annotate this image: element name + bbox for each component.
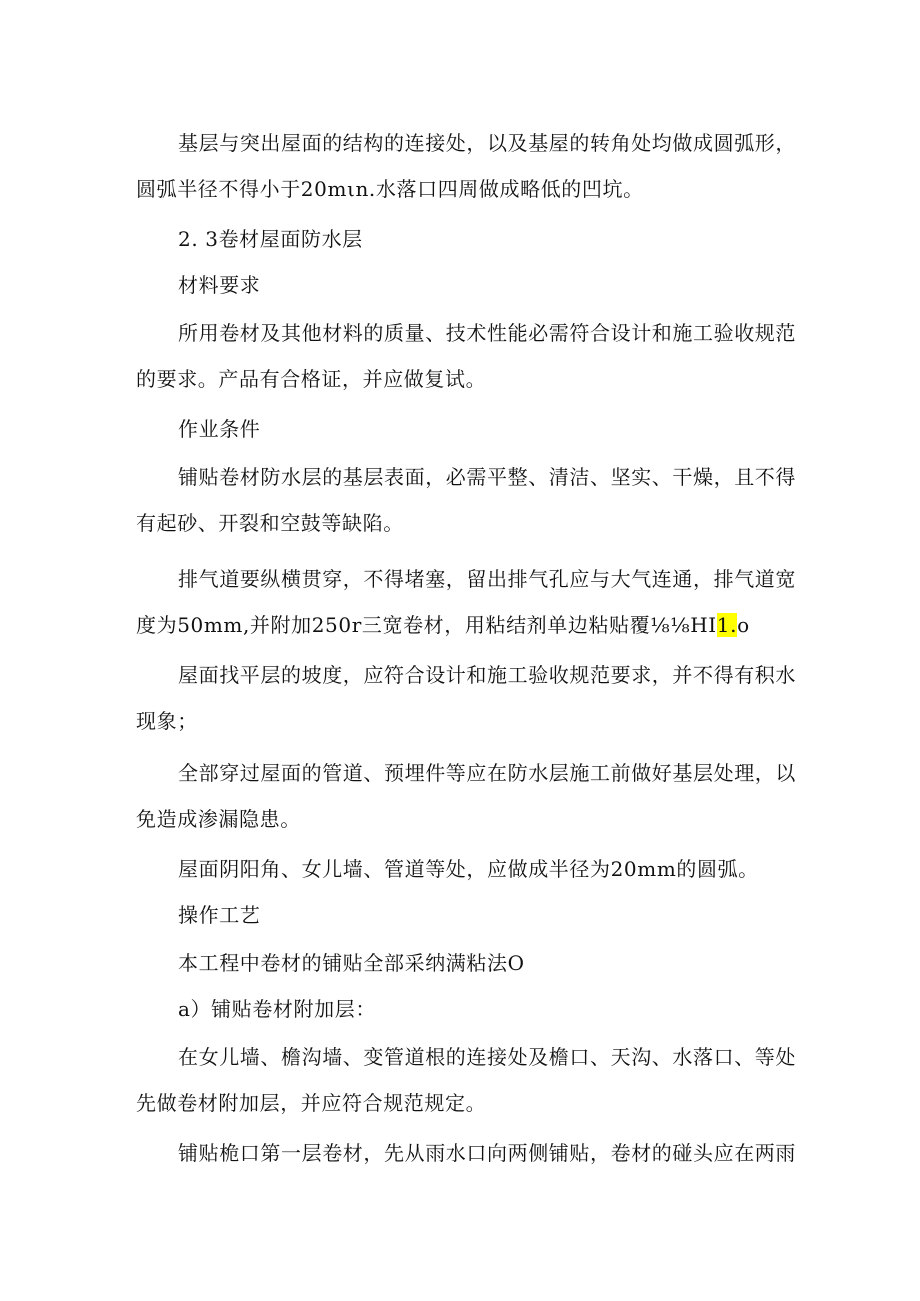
paragraph-line: 现象； <box>136 709 198 733</box>
heading-text: 作业条件 <box>178 417 261 441</box>
paragraph-line: 全部穿过屋面的管道、预埋件等应在防水层施工前做好基层处理，以 <box>178 761 796 785</box>
heading-text: 材料要求 <box>178 273 261 297</box>
paragraph-line: 的要求。产品有合格证，并应做复试。 <box>136 367 487 391</box>
paragraph-first-layer <box>136 1130 796 1176</box>
paragraph-base-surface <box>136 454 796 546</box>
paragraph-line: 屋面阴阳角、女儿墙、管道等处，应做成半径为20mm的圆弧。 <box>178 857 759 881</box>
subheading-process <box>136 892 786 938</box>
paragraph-slope <box>136 652 796 744</box>
heading-text: 操作工艺 <box>178 903 261 927</box>
paragraph-line: 铺贴卷材防水层的基层表面，必需平整、清洁、坚实、干燥，且不得 <box>178 465 796 489</box>
paragraph-line: 在女儿墙、檐沟墙、变管道根的连接处及檐口、天沟、水落口、等处 <box>178 1045 796 1069</box>
paragraph-arc-base <box>136 120 796 212</box>
paragraph-line: 铺贴桅口第一层卷材，先从雨水口向两侧铺贴，卷材的碰头应在两雨 <box>178 1141 796 1165</box>
subheading-conditions <box>136 406 786 452</box>
paragraph-full-bond <box>136 940 786 986</box>
subheading-material <box>136 262 786 308</box>
paragraph-line: a）铺贴卷材附加层： <box>178 997 376 1021</box>
paragraph-line: 基层与突出屋面的结构的连接处，以及基屋的转角处均做成圆弧形， <box>178 131 796 155</box>
paragraph-exhaust-channel <box>136 556 796 648</box>
heading-text: 2. 3卷材屋面防水层 <box>178 227 363 251</box>
list-item-a <box>136 986 786 1032</box>
paragraph-line: 本工程中卷材的铺贴全部采纳满粘法O <box>178 951 525 975</box>
paragraph-line: 排气道要纵横贯穿，不得堵塞，留出排气孔应与大气连通，排气道宽 <box>178 567 796 591</box>
paragraph-line: 免造成渗漏隐患。 <box>136 807 301 831</box>
paragraph-line: 屋面找平层的坡度，应符合设计和施工验收规范要求，并不得有积水 <box>178 663 796 687</box>
section-heading <box>136 216 786 262</box>
paragraph-line: 度为50mm,并附加250r三宽卷材，用粘结剂单边粘贴覆⅛⅛HI <box>136 613 717 637</box>
highlighted-text: 1. <box>716 613 738 637</box>
paragraph-line: 先做卷材附加层，并应符合规范规定。 <box>136 1091 487 1115</box>
paragraph-material-requirement <box>136 310 796 402</box>
paragraph-pipes <box>136 750 796 842</box>
paragraph-line: o <box>737 613 750 637</box>
paragraph-line: 所用卷材及其他材料的质量、技术性能必需符合设计和施工验收规范 <box>178 321 796 345</box>
paragraph-line: 有起砂、开裂和空鼓等缺陷。 <box>136 511 404 535</box>
paragraph-additional-layer <box>136 1034 796 1126</box>
paragraph-line: 圆弧半径不得小于20mιn.水落口四周做成略低的凹坑。 <box>136 177 644 201</box>
paragraph-corners <box>136 846 786 892</box>
